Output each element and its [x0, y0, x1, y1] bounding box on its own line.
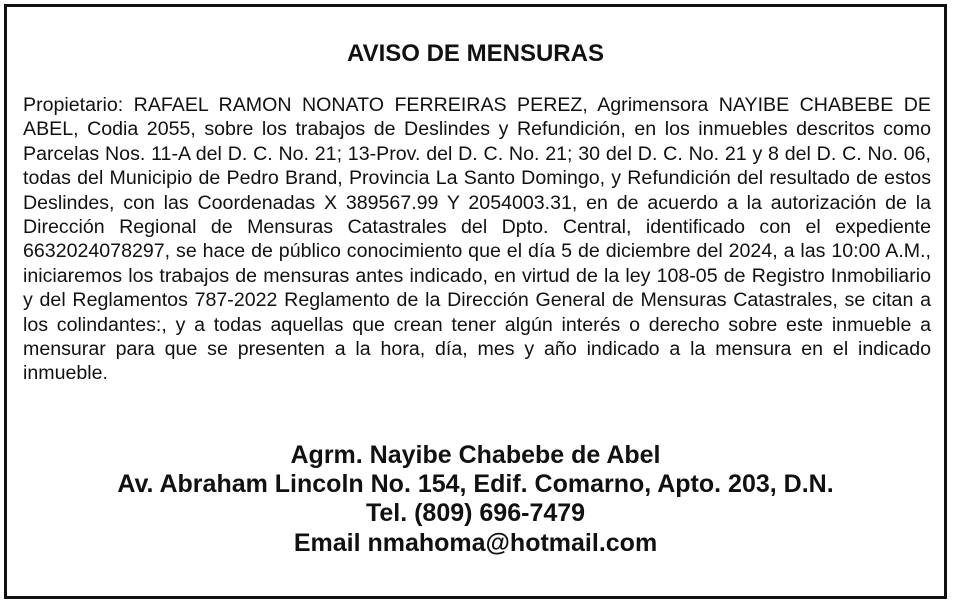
- notice-body: Propietario: RAFAEL RAMON NONATO FERREIRAS PEREZ, Agrimensora NAYIBE CHABEBE DE ABEL, Codia 2055, sobre los trabajos de Deslindes y Refundición, en los inmuebles descritos como Parcelas Nos. 11-A del D. C. No. 21; 13-Prov. del D. C. No. 21; 30 del D. C. No. 21 y 8 del D. C. No. 06, todas del Municipio de Pedro Brand, Provincia La Santo Domingo, y Refundición del resultado de estos Deslindes, con las Coordenadas X 389567.99 Y 2054003.31, en de acuerdo a la autorización de la Dirección Regional de Mensuras Catastrales del Dpto. Central, identificado con el expediente 6632024078297, se hace de público conocimiento que el día 5 de diciembre del 2024, a las 10:00 A.M., iniciaremos los trabajos de mensuras antes indicado, en virtud de la ley 108-05 de Registro Inmobiliario y del Reglamentos 787-2022 Reglamento de la Dirección General de Mensuras Catastrales, se citan a los colindantes:, y a todas aquellas que crean tener algún interés o derecho sobre este inmueble a mensurar para que se presenten a la hora, día, mes y año indicado a la mensura en el indicado inmueble.: [23, 94, 931, 385]
- contact-phone: Tel. (809) 696-7479: [365, 499, 586, 528]
- contact-name: Agrm. Nayibe Chabebe de Abel: [290, 441, 661, 469]
- notice-title: AVISO DE MENSURAS: [347, 40, 604, 67]
- contact-address: Av. Abraham Lincoln No. 154, Edif. Comarno, Apto. 203, D.N.: [117, 470, 834, 499]
- notice-frame: [4, 4, 947, 599]
- contact-block: [7, 441, 944, 558]
- contact-email: Email nmahoma@hotmail.com: [293, 528, 658, 557]
